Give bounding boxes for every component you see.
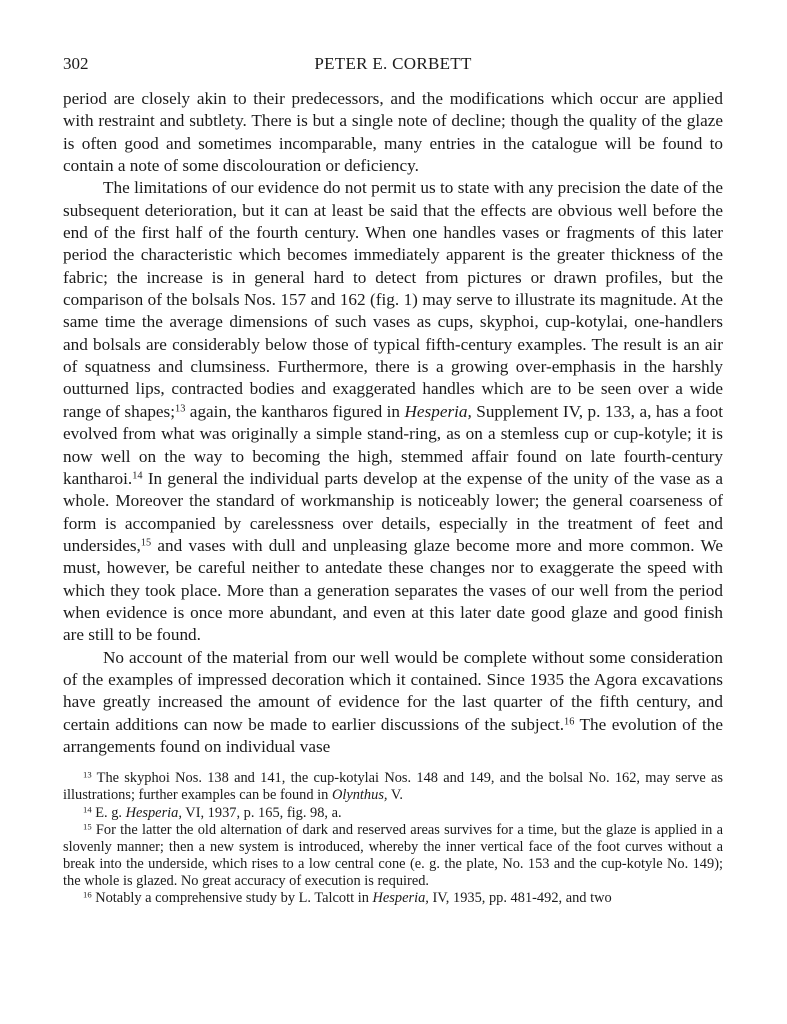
footnote-13-text: The skyphoi Nos. 138 and 141, the cup-kotylai Nos. 148 and 149, and the bolsal No. 162, may serve as illustrations; further examples can be found in bbox=[63, 770, 723, 804]
paragraph-1: period are closely akin to their predecessors, and the modifications which occur are applied with restraint and subtlety. There is but a single note of decline; though the quality of the glaze is often good and sometimes incomparable, many entries in the catalogue will be found to contain a note of some discolouration or deficiency. bbox=[63, 89, 723, 176]
footnote-13-end: V. bbox=[387, 787, 403, 804]
footnote-13-italic: Olynthus, bbox=[331, 787, 388, 804]
footnote-mark-15: 15 bbox=[83, 821, 92, 832]
footnote-ref-14[interactable]: 14 bbox=[132, 470, 143, 482]
paragraph-3 bbox=[63, 647, 723, 759]
footnote-16-italic: Hesperia, bbox=[372, 890, 429, 907]
footnote-16-end: IV, 1935, pp. 481-492, and two bbox=[428, 890, 612, 907]
page-number: 302 bbox=[63, 54, 89, 73]
footnote-14 bbox=[63, 805, 723, 822]
footnote-ref-16[interactable]: 16 bbox=[564, 715, 575, 727]
page-header bbox=[63, 54, 723, 80]
footnote-16-text: Notably a comprehensive study by L. Talcott in bbox=[91, 890, 373, 907]
footnote-14-text: E. g. bbox=[91, 804, 126, 821]
page bbox=[63, 54, 723, 908]
paragraph-2-text-e: and vases with dull and unpleasing glaze become more and more common. We must, however, be careful neither to antedate these changes nor to exaggerate the speed with which they took place. More than a generation separates the vases of our well from the period when evidence is once more abundant, and even at this later date good glaze and good finish are still to be found. bbox=[63, 535, 723, 645]
paragraph-3-text-a: No account of the material from our well would be complete without some consideration of the examples of impressed decoration which it contained. Since 1935 the Agora excavations have greatly increased the amount of evidence for the last quarter of the fifth century, and certain additions can now be made to earlier discussions of the subject. bbox=[63, 647, 723, 734]
footnote-ref-15[interactable]: 15 bbox=[140, 537, 152, 549]
footnote-mark-16: 16 bbox=[83, 889, 92, 900]
paragraph-2-text-b: again, the kantharos figured in bbox=[185, 401, 405, 421]
footnote-15-text: For the latter the old alternation of dark and reserved areas survives for a time, but the glaze is applied in a slovenly manner; then a new system is introduced, whereby the inner vertical face of the foot curves without a break into the underside, which rises to a low central cone (e. g. the plate, No. 153 and the cup-kotyle No. 149); the whole is glazed. No great accuracy of execution is required. bbox=[63, 822, 723, 889]
footnote-14-end: VI, 1937, p. 165, fig. 98, a. bbox=[181, 804, 342, 821]
paragraph-2-text-d: In general the individual parts develop at the expense of the unity of the vase as a whole. Moreover the standard of workmanship is noticeably lower; the general coarseness of form is accompanied by carelessness over details, especially in the treatment of feet and undersides, bbox=[63, 468, 723, 555]
footnote-14-italic: Hesperia, bbox=[125, 804, 182, 821]
footnotes bbox=[63, 770, 723, 907]
paragraph-2 bbox=[63, 177, 723, 646]
journal-title: Hesperia, bbox=[404, 401, 472, 421]
body-text bbox=[63, 88, 723, 758]
footnote-16 bbox=[63, 890, 723, 907]
running-head: PETER E. CORBETT bbox=[314, 54, 472, 73]
footnote-ref-13[interactable]: 13 bbox=[175, 403, 186, 415]
paragraph-2-text-c: Supplement IV, p. 133, a, has a foot evolved from what was originally a simple stand-ring, as on a stemless cup or cup-kotyle; it is now well on the way to becoming the high, stemmed affair found on late fourth-century kantharoi. bbox=[63, 401, 724, 488]
footnote-mark-14: 14 bbox=[83, 803, 92, 814]
footnote-13 bbox=[63, 770, 723, 804]
paragraph-2-text-a: The limitations of our evidence do not permit us to state with any precision the date of the subsequent deterioration, but it can at least be said that the effects are obvious well before the end of the first half of the fourth century. When one handles vases or fragments of this later period the characteristic which becomes immediately apparent is the greater thickness of the fabric; the increase is in general hard to detect from pictures or drawn profiles, but the comparison of the bolsals Nos. 157 and 162 (fig. 1) may serve to illustrate its magnitude. At the same time the average dimensions of such vases as cups, skyphoi, cup-kotylai, one-handlers and bolsals are considerably below those of typical fifth-century examples. The result is an air of squatness and clumsiness. Furthermore, there is a growing over-emphasis in the harshly outturned lips, contracted bodies and exaggerated handles which are to be seen over a wide range of shapes; bbox=[63, 178, 723, 421]
footnote-mark-13: 13 bbox=[83, 769, 92, 780]
paragraph-3-text-b: The evolution of the arrangements found on individual vase bbox=[63, 714, 723, 756]
footnote-15 bbox=[63, 822, 723, 890]
